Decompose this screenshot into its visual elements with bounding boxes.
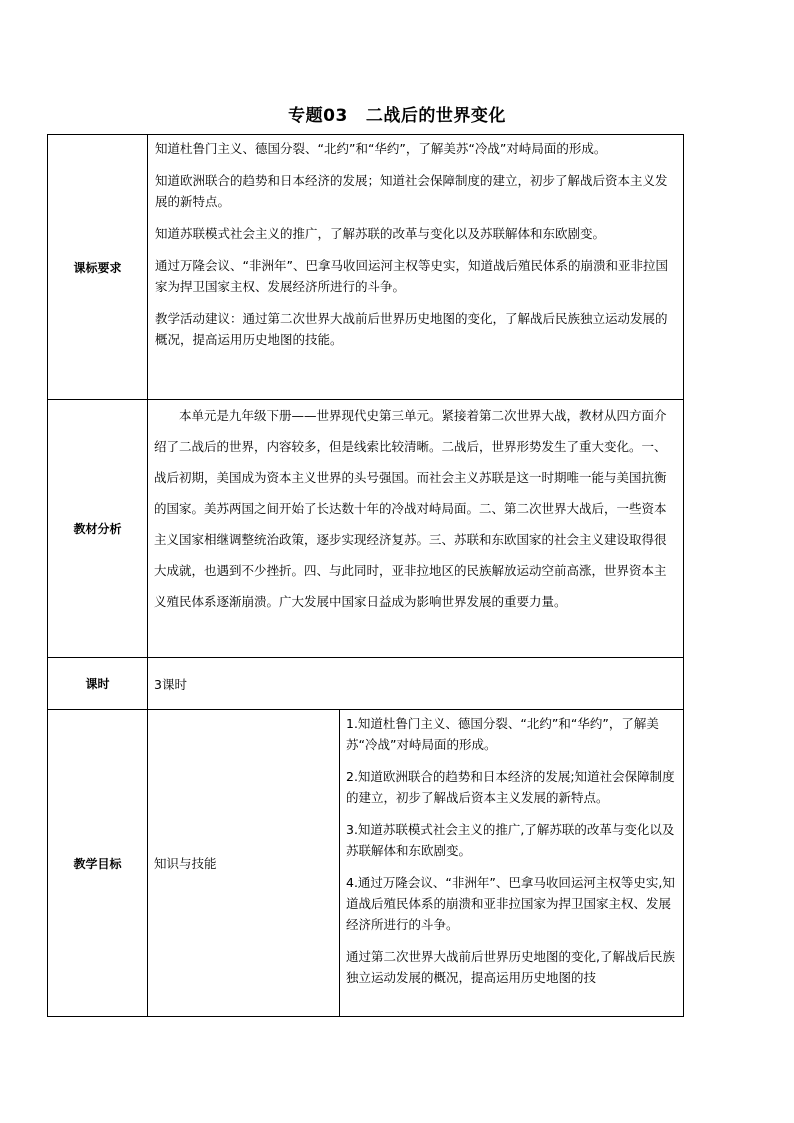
syllabus-table (47, 134, 684, 1017)
requirement-item: 通过万隆会议、“非洲年”、巴拿马收回运河主权等史实，知道战后殖民体系的崩溃和亚非拉国家为捍卫国家主权、发展经济所进行的斗争。 (155, 258, 668, 294)
label-goals: 教学目标 (48, 710, 148, 1017)
title-main: 二战后的世界变化 (365, 106, 506, 126)
goal-item: 4.通过万隆会议、“非洲年”、巴拿马收回运河主权等史实,知道战后殖民体系的崩溃和亚非拉国家为捍卫国家主权、发展经济所进行的斗争。 (346, 875, 675, 932)
row-analysis (48, 400, 684, 658)
row-hours (48, 658, 684, 710)
label-hours: 课时 (48, 658, 148, 710)
goals-sub-label: 知识与技能 (148, 710, 340, 1017)
requirement-item: 知道欧洲联合的趋势和日本经济的发展；知道社会保障制度的建立，初步了解战后资本主义发展的新特点。 (155, 173, 668, 209)
goal-item: 1.知道杜鲁门主义、德国分裂、“北约”和“华约”，了解美苏“冷战”对峙局面的形成。 (346, 716, 659, 752)
title-prefix: 专题03 (288, 106, 348, 126)
requirements-cell (148, 135, 684, 400)
goals-cell (340, 710, 684, 1017)
requirement-item: 教学活动建议：通过第二次世界大战前后世界历史地图的变化，了解战后民族独立运动发展的概况，提高运用历史地图的技能。 (155, 311, 668, 347)
goal-item: 通过第二次世界大战前后世界历史地图的变化,了解战后民族独立运动发展的概况，提高运用历史地图的技 (346, 949, 675, 985)
label-requirements: 课标要求 (48, 135, 148, 400)
hours-value: 3课时 (148, 658, 684, 710)
analysis-cell (148, 400, 684, 658)
page-title (0, 101, 794, 126)
goal-item: 2.知道欧洲联合的趋势和日本经济的发展;知道社会保障制度的建立，初步了解战后资本主义发展的新特点。 (346, 769, 675, 805)
row-requirements (48, 135, 684, 400)
goal-item: 3.知道苏联模式社会主义的推广,了解苏联的改革与变化以及苏联解体和东欧剧变。 (346, 822, 675, 858)
requirement-item: 知道苏联模式社会主义的推广，了解苏联的改革与变化以及苏联解体和东欧剧变。 (155, 226, 606, 241)
analysis-text: 本单元是九年级下册——世界现代史第三单元。紧接着第二次世界大战，教材从四方面介绍了二战后的世界，内容较多，但是线索比较清晰。二战后，世界形势发生了重大变化。一、战后初期，美国成为资本主义世界的头号强国。而社会主义苏联是这一时期唯一能与美国抗衡的国家。美苏两国之间开始了长达数十年的冷战对峙局面。二、第二次世界大战后，一些资本主义国家相继调整统治政策，逐步实现经济复苏。三、苏联和东欧国家的社会主义建设取得很大成就，也遇到不少挫折。四、与此同时，亚非拉地区的民族解放运动空前高涨，世界资本主义殖民体系逐渐崩溃。广大发展中国家日益成为影响世界发展的重要力量。 (154, 408, 667, 609)
row-goals (48, 710, 684, 1017)
label-analysis: 教材分析 (48, 400, 148, 658)
requirement-item: 知道杜鲁门主义、德国分裂、“北约”和“华约”，了解美苏“冷战”对峙局面的形成。 (155, 141, 607, 156)
